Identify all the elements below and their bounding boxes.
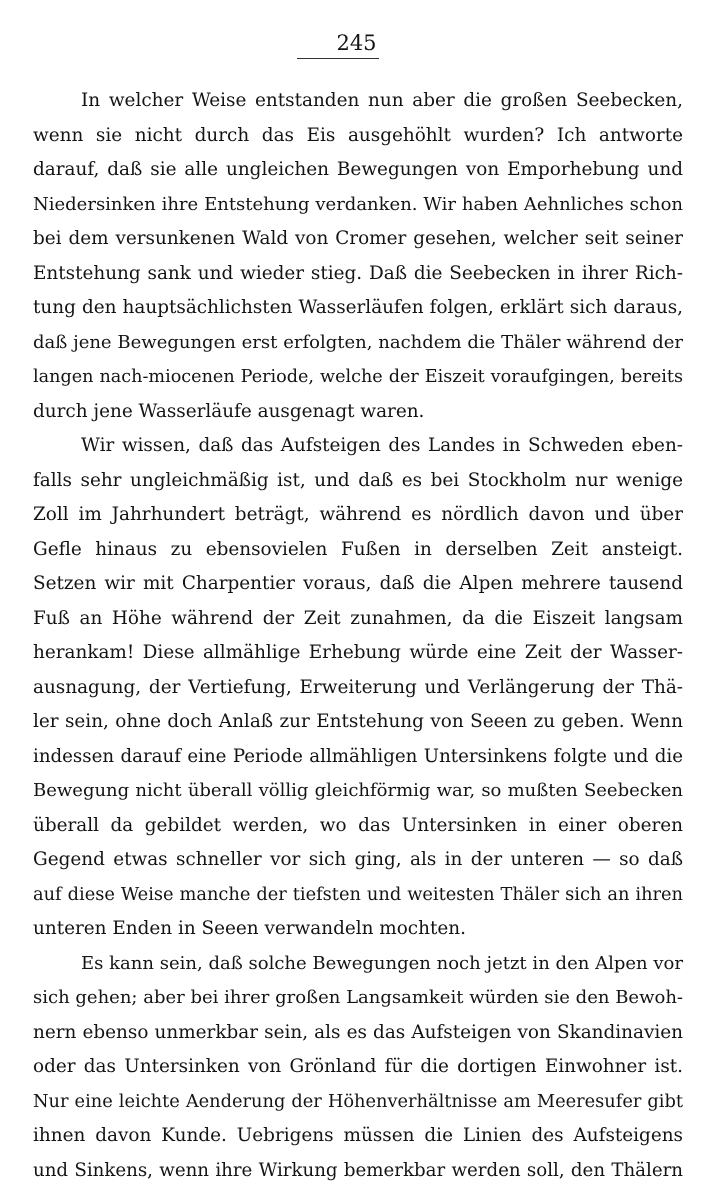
text-line: Gefle hinaus zu ebensovielen Fußen in derselben Zeit ansteigt. (33, 538, 683, 560)
text-line: Zoll im Jahrhundert beträgt, während es nördlich davon und über (33, 504, 683, 525)
text-line: wenn sie nicht durch das Eis ausgehöhlt wurden? Ich antworte (33, 124, 683, 146)
page-number: 245 (336, 31, 377, 55)
text-line: Fuß an Höhe während der Zeit zunahmen, da die Eiszeit langsam (33, 607, 683, 629)
text-line: durch jene Wasserläufe ausgenagt waren. (33, 400, 425, 422)
text-line: Niedersinken ihre Entstehung verdanken. Wir haben Aehnliches schon (33, 193, 683, 215)
text-line: darauf, daß sie alle ungleichen Bewegungen von Emporhebung und (33, 159, 683, 180)
text-line: auf diese Weise manche der tiefsten und weitesten Thäler sich an ihren (33, 883, 683, 905)
text-line: Es kann sein, daß solche Bewegungen noch jetzt in den Alpen vor (81, 952, 683, 974)
text-line: falls sehr ungleichmäßig ist, und daß es bei Stockholm nur wenige (33, 469, 683, 491)
text-line: bei dem versunkenen Wald von Cromer gesehen, welcher seit seiner (33, 228, 683, 249)
text-line: nern ebenso unmerkbar sein, als es das Aufsteigen von Skandinavien (33, 1021, 683, 1043)
text-line: Gegend etwas schneller vor sich ging, als in der unteren — so daß (33, 849, 683, 870)
text-line: sich gehen; aber bei ihrer großen Langsamkeit würden sie den Bewoh- (33, 987, 683, 1008)
text-line: Entstehung sank und wieder stieg. Daß die Seebecken in ihrer Rich- (33, 262, 683, 284)
text-line: und Sinkens, wenn ihre Wirkung bemerkbar werden soll, den Thälern (33, 1159, 683, 1181)
text-line: Setzen wir mit Charpentier voraus, daß die Alpen mehrere tausend (33, 573, 683, 594)
text-line: daß jene Bewegungen erst erfolgten, nachdem die Thäler während der (33, 331, 683, 353)
text-line: Wir wissen, daß das Aufsteigen des Landes in Schweden eben- (81, 435, 683, 456)
text-line: tung den hauptsächlichsten Wasserläufen folgen, erklärt sich daraus, (33, 297, 683, 318)
text-line: Nur eine leichte Aenderung der Höhenverhältnisse am Meeresufer gibt (33, 1090, 683, 1112)
paragraph-1 (33, 84, 683, 429)
text-line: ihnen davon Kunde. Uebrigens müssen die Linien des Aufsteigens (33, 1125, 683, 1146)
text-line: unteren Enden in Seeen verwandeln mochten. (33, 918, 466, 939)
text-line: oder das Untersinken von Grönland für die dortigen Einwohner ist. (33, 1056, 683, 1077)
text-line: ler sein, ohne doch Anlaß zur Entstehung von Seeen zu geben. Wenn (33, 711, 683, 732)
text-line: überall da gebildet werden, wo das Untersinken in einer oberen (33, 814, 683, 836)
text-line: In welcher Weise entstanden nun aber die großen Seebecken, (81, 90, 683, 111)
body-text (33, 84, 683, 1188)
text-line: langen nach-miocenen Periode, welche der Eiszeit voraufgingen, bereits (33, 367, 683, 387)
header-rule (297, 58, 379, 59)
text-line: Bewegung nicht überall völlig gleichförmig war, so mußten Seebecken (33, 780, 683, 801)
text-line: herankam! Diese allmählige Erhebung würde eine Zeit der Wasser- (33, 642, 683, 663)
paragraph-2 (33, 429, 683, 947)
paragraph-3 (33, 947, 683, 1189)
text-line: indessen darauf eine Periode allmähligen Untersinkens folgte und die (33, 745, 683, 767)
text-line: ausnagung, der Vertiefung, Erweiterung und Verlängerung der Thä- (33, 676, 683, 698)
